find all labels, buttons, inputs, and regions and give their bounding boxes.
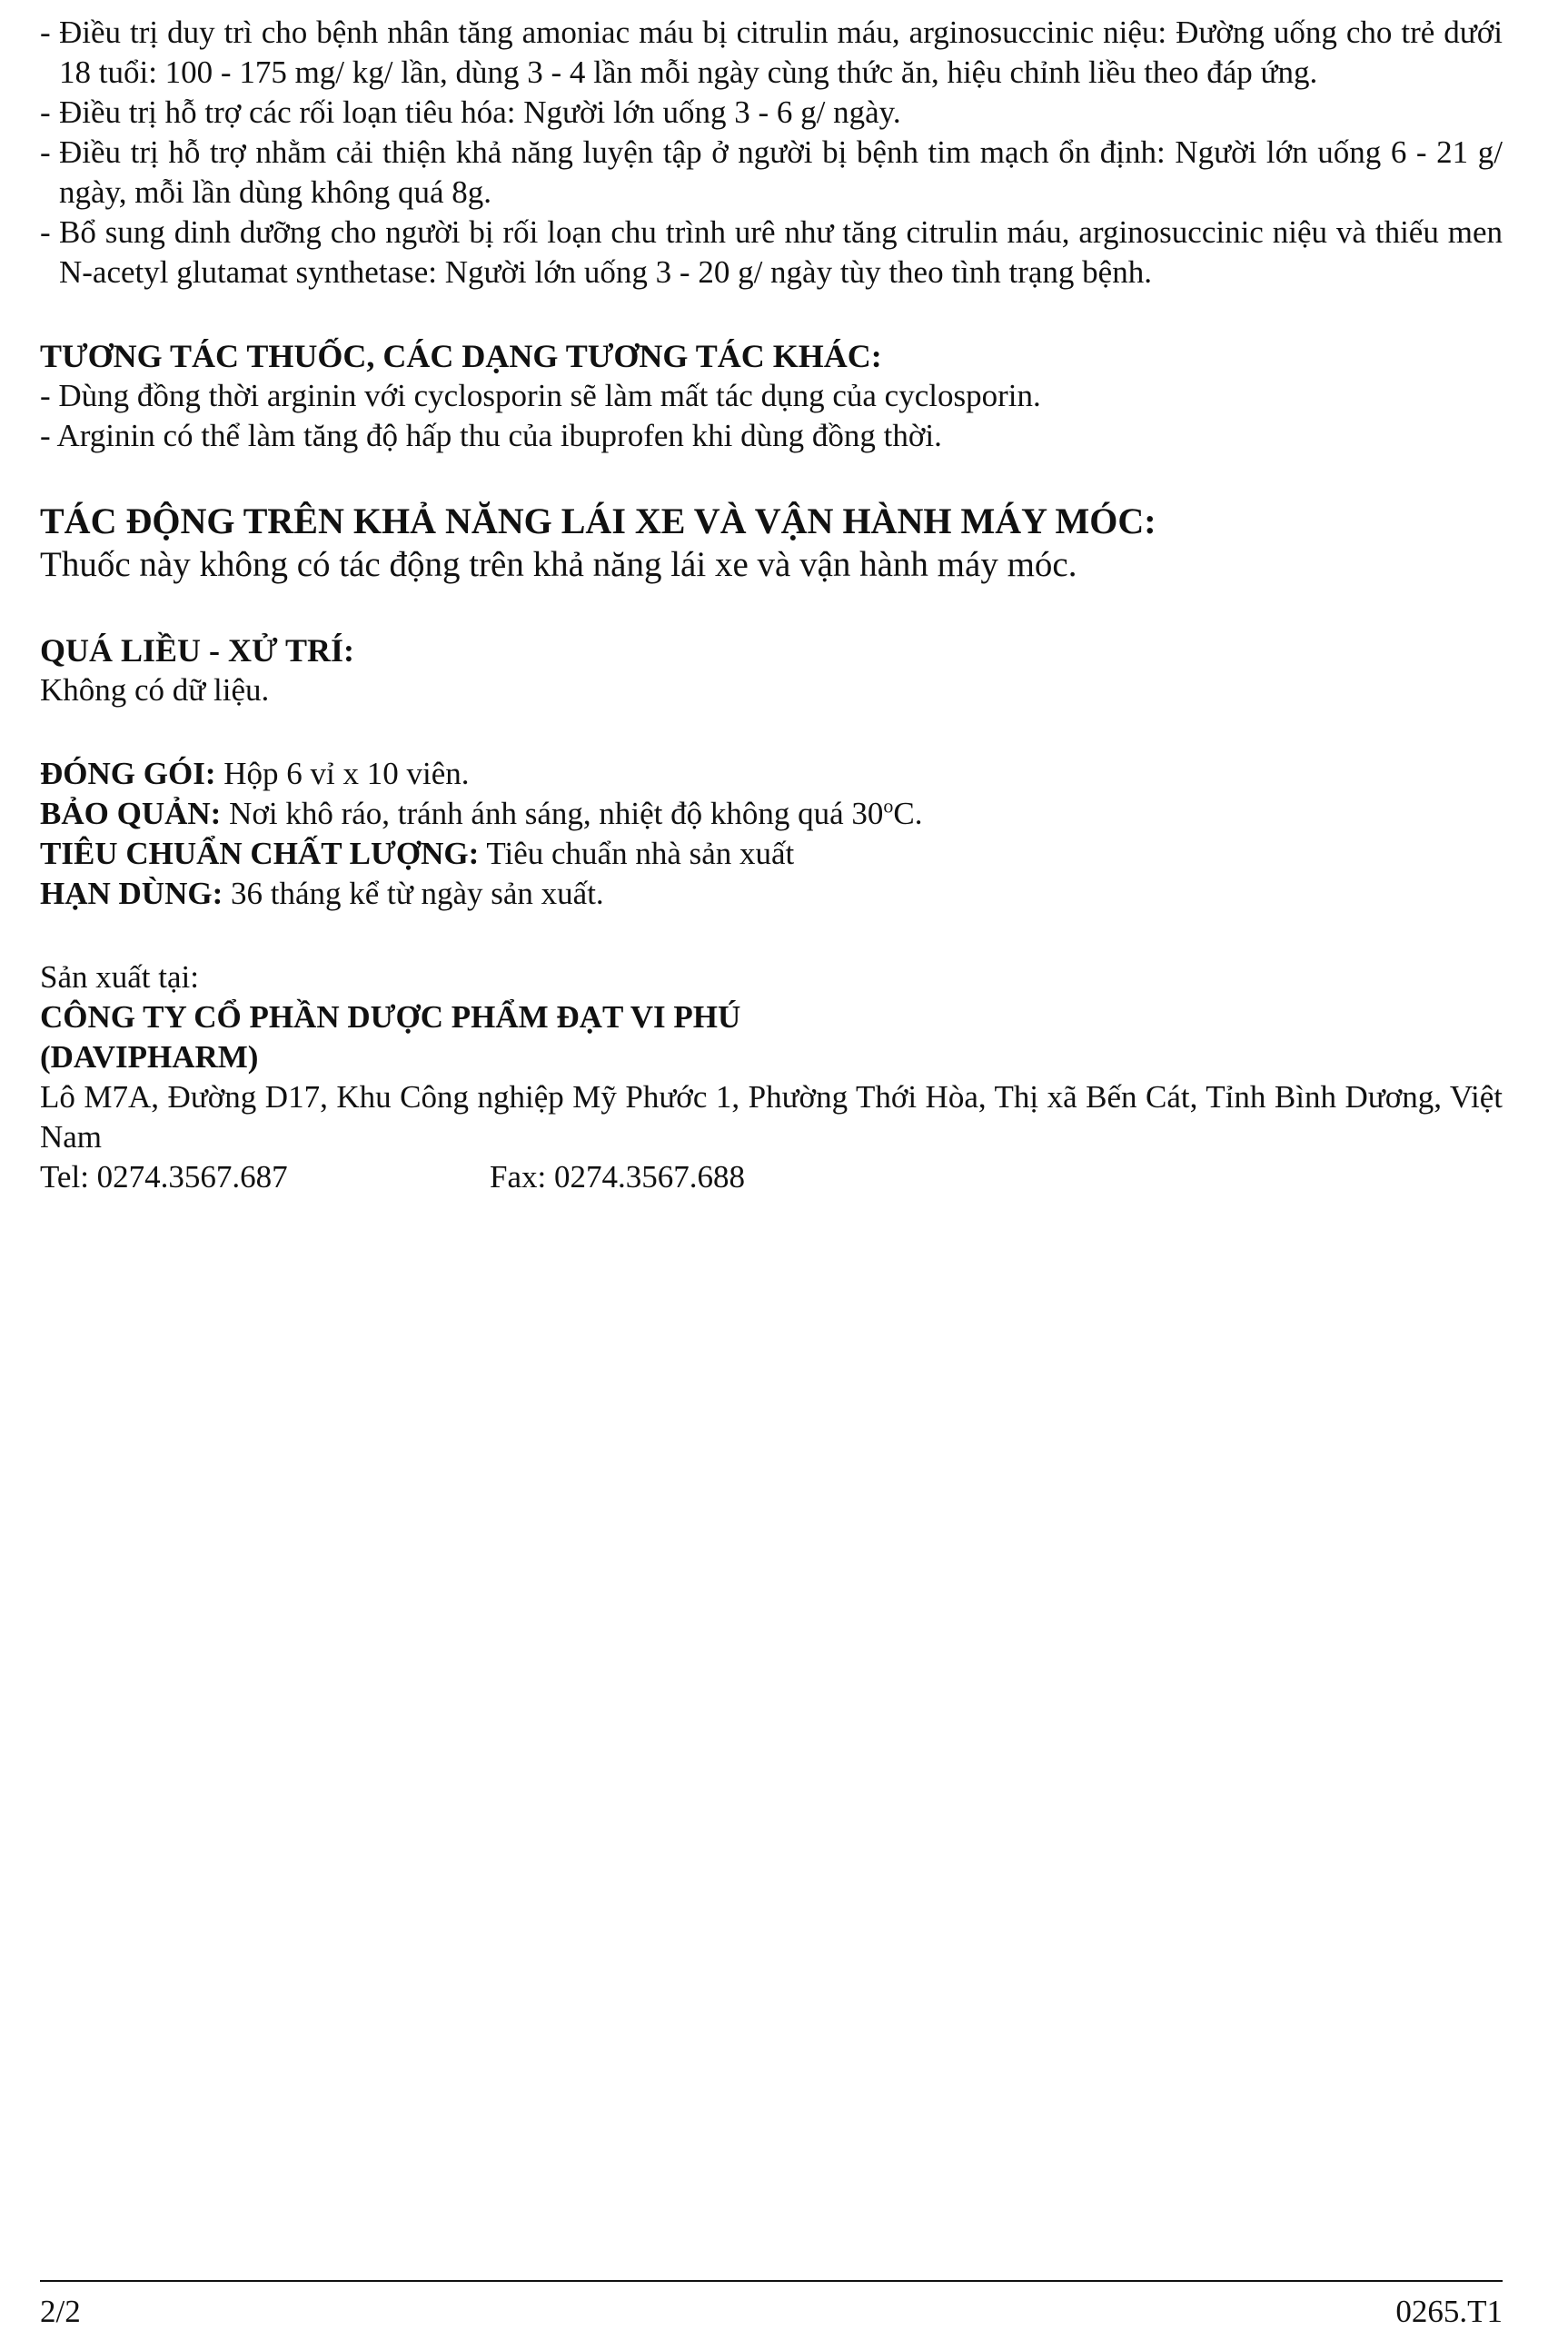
interactions-heading: TƯƠNG TÁC THUỐC, CÁC DẠNG TƯƠNG TÁC KHÁC: bbox=[40, 338, 882, 374]
driving-heading: TÁC ĐỘNG TRÊN KHẢ NĂNG LÁI XE VÀ VẬN HÀNH MÁY MÓC: bbox=[40, 501, 1156, 541]
interactions-section bbox=[40, 336, 1503, 456]
bullet-text: Điều trị hỗ trợ các rối loạn tiêu hóa: Người lớn uống 3 - 6 g/ ngày. bbox=[59, 94, 901, 130]
expiry-line bbox=[40, 874, 1503, 914]
dosage-bullet-item bbox=[40, 93, 1503, 133]
quality-value: Tiêu chuẩn nhà sản xuất bbox=[479, 836, 795, 871]
contact-row bbox=[40, 1157, 1503, 1197]
fax: Fax: 0274.3567.688 bbox=[490, 1159, 745, 1195]
driving-text: Thuốc này không có tác động trên khả năng lái xe và vận hành máy móc. bbox=[40, 545, 1077, 584]
overdose-heading: QUÁ LIỀU - XỬ TRÍ: bbox=[40, 632, 355, 669]
manufacturer-address: Lô M7A, Đường D17, Khu Công nghiệp Mỹ Phước 1, Phường Thới Hòa, Thị xã Bến Cát, Tỉnh Bình Dương, Việt Nam bbox=[40, 1079, 1503, 1155]
bullet-text: Bổ sung dinh dưỡng cho người bị rối loạn chu trình urê như tăng citrulin máu, arginosuccinic niệu và thiếu men N-acetyl glutamat synthetase: Người lớn uống 3 - 20 g/ ngày tùy theo tình trạng bệnh. bbox=[59, 214, 1503, 290]
manufacturer-brand: (DAVIPHARM) bbox=[40, 1039, 259, 1075]
quality-line bbox=[40, 834, 1503, 874]
bullet-dash: - bbox=[40, 134, 51, 170]
document-code: 0265.T1 bbox=[1395, 2294, 1503, 2329]
dosage-bullet-list bbox=[40, 13, 1503, 292]
bullet-text: Điều trị duy trì cho bệnh nhân tăng amoniac máu bị citrulin máu, arginosuccinic niệu: Đường uống cho trẻ dưới 18 tuổi: 100 - 175 mg/ kg/ lần, dùng 3 - 4 lần mỗi ngày cùng thức ăn, hiệu chỉnh liều theo đáp ứng. bbox=[59, 15, 1503, 90]
storage-unit: C. bbox=[893, 796, 923, 831]
storage-label: BẢO QUẢN: bbox=[40, 796, 222, 831]
driving-section bbox=[40, 500, 1503, 587]
page-number: 2/2 bbox=[40, 2294, 81, 2329]
product-info-section bbox=[40, 754, 1503, 914]
footer-divider bbox=[40, 2280, 1503, 2282]
degree-superscript: o bbox=[883, 794, 894, 818]
manufacturer-intro: Sản xuất tại: bbox=[40, 959, 199, 995]
overdose-text: Không có dữ liệu. bbox=[40, 672, 270, 708]
document-page bbox=[40, 13, 1503, 1197]
telephone: Tel: 0274.3567.687 bbox=[40, 1159, 288, 1195]
expiry-value: 36 tháng kể từ ngày sản xuất. bbox=[223, 876, 604, 911]
bullet-text: Điều trị hỗ trợ nhằm cải thiện khả năng luyện tập ở người bị bệnh tim mạch ổn định: Người lớn uống 6 - 21 g/ ngày, mỗi lần dùng không quá 8g. bbox=[59, 134, 1503, 210]
dosage-bullet-item bbox=[40, 13, 1503, 93]
bullet-dash: - bbox=[40, 214, 51, 250]
interaction-item: - Dùng đồng thời arginin với cyclosporin sẽ làm mất tác dụng của cyclosporin. bbox=[40, 378, 1041, 413]
dosage-bullet-item bbox=[40, 213, 1503, 292]
bullet-dash: - bbox=[40, 94, 51, 130]
packaging-value: Hộp 6 vỉ x 10 viên. bbox=[215, 756, 470, 791]
packaging-label: ĐÓNG GÓI: bbox=[40, 756, 216, 791]
interaction-item: - Arginin có thể làm tăng độ hấp thu của ibuprofen khi dùng đồng thời. bbox=[40, 418, 942, 453]
storage-line bbox=[40, 794, 1503, 834]
storage-value: Nơi khô ráo, tránh ánh sáng, nhiệt độ không quá 30 bbox=[221, 796, 884, 831]
quality-label: TIÊU CHUẨN CHẤT LƯỢNG: bbox=[40, 836, 480, 871]
packaging-line bbox=[40, 754, 1503, 794]
dosage-bullet-item bbox=[40, 133, 1503, 213]
expiry-label: HẠN DÙNG: bbox=[40, 876, 223, 911]
manufacturer-section bbox=[40, 957, 1503, 1197]
manufacturer-name: CÔNG TY CỔ PHẦN DƯỢC PHẨM ĐẠT VI PHÚ bbox=[40, 999, 741, 1035]
overdose-section bbox=[40, 630, 1503, 710]
bullet-dash: - bbox=[40, 15, 51, 50]
